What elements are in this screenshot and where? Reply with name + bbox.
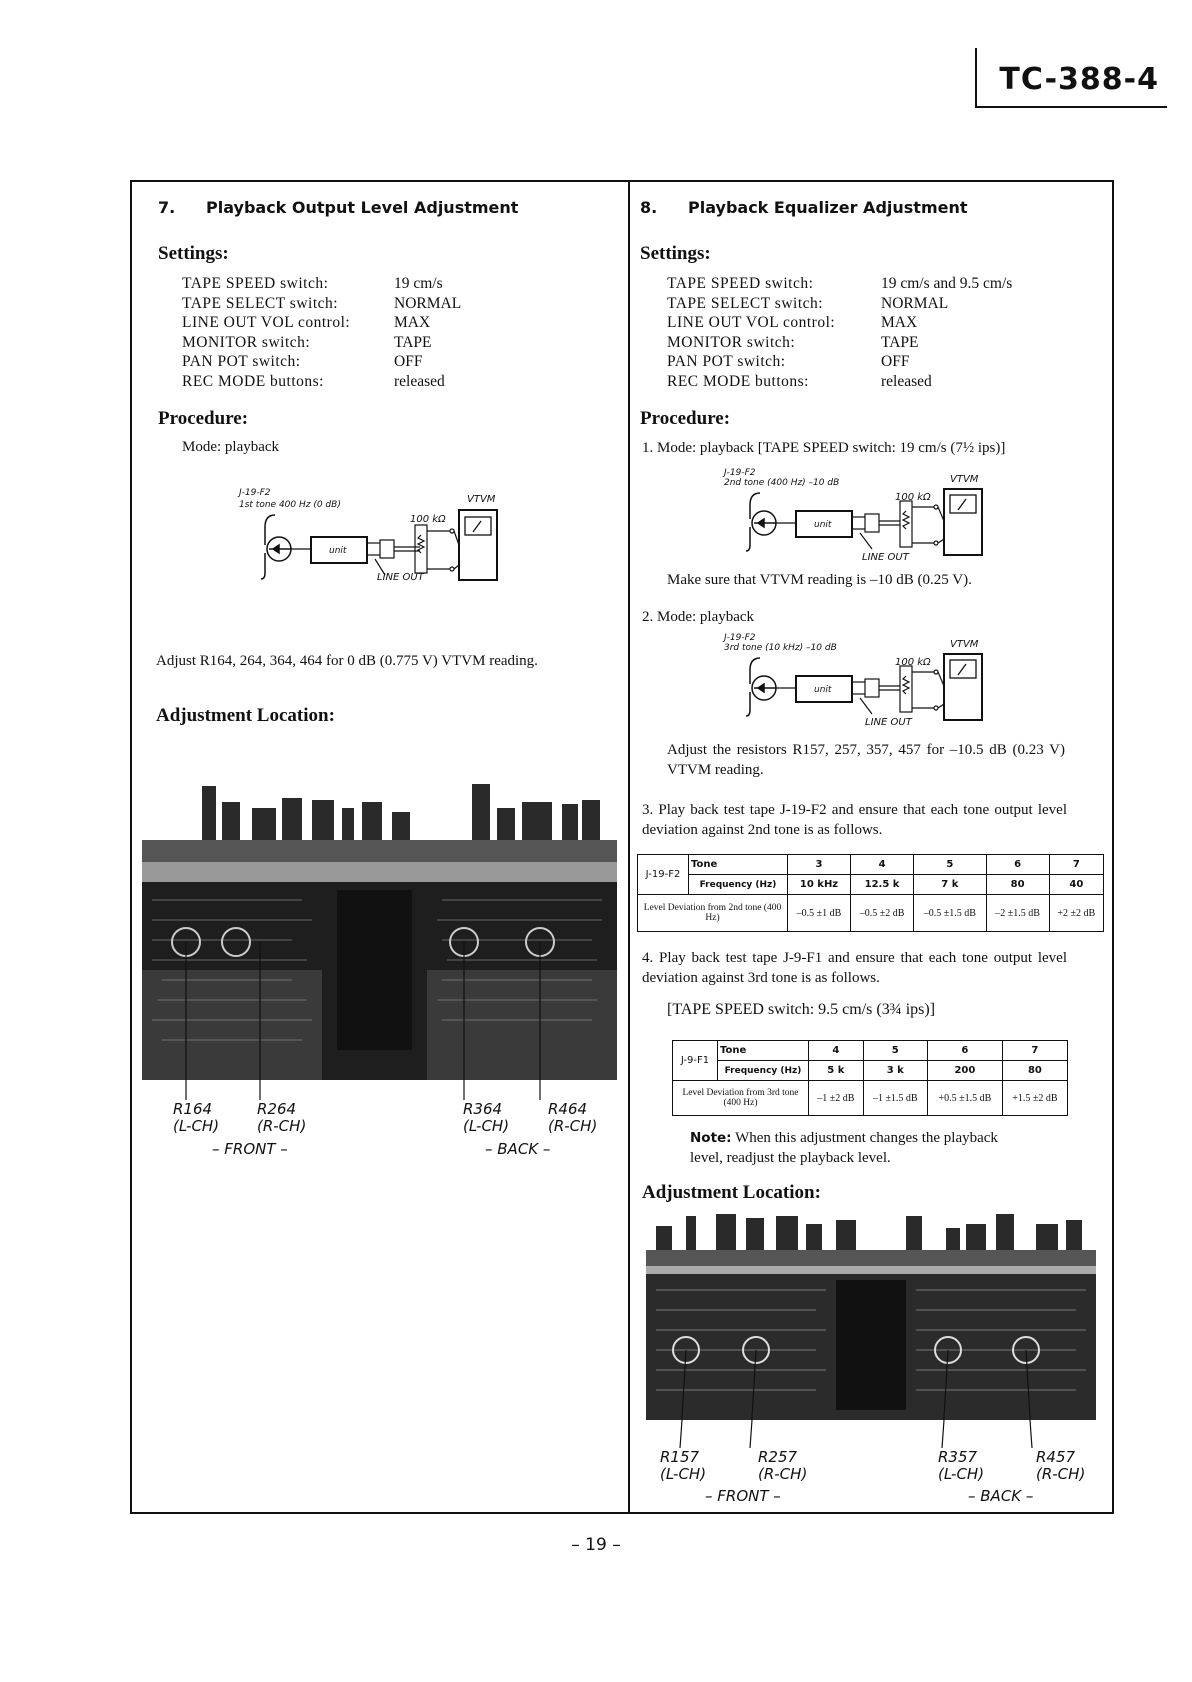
label-r457: R457 (R-CH) xyxy=(1036,1448,1086,1483)
table-cell: 6 xyxy=(986,855,1049,875)
unit-label: unit xyxy=(329,546,347,556)
left-location-heading: Adjustment Location: xyxy=(156,705,335,726)
note-text: When this adjustment changes the playback level, readjust the playback level. xyxy=(690,1130,998,1166)
left-settings-heading: Settings: xyxy=(158,243,229,264)
column-divider xyxy=(628,180,630,1514)
diagram-line-out-label: LINE OUT xyxy=(377,572,424,583)
table-cell: 7 xyxy=(1002,1041,1067,1061)
diagram-tape-tone: 3rd tone (10 kHz) –10 dB xyxy=(724,643,837,653)
diagram-resistor-label: 100 kΩ xyxy=(895,657,931,668)
table-tape-cell: J-19-F2 xyxy=(638,855,689,895)
table-cell: 4 xyxy=(851,855,914,875)
table-cell: –0.5 ±1 dB xyxy=(788,895,851,932)
label-r164: R164 (L-CH) xyxy=(173,1100,220,1135)
table-tape-cell: J-9-F1 xyxy=(673,1041,718,1081)
setting-row: REC MODE buttons: released xyxy=(182,372,445,390)
setting-row: LINE OUT VOL control: MAX xyxy=(182,314,431,331)
diagram-meter-label: VTVM xyxy=(950,474,979,485)
table-cell: 5 xyxy=(914,855,987,875)
table-cell: –0.5 ±1.5 dB xyxy=(914,895,987,932)
step-1-note: Make sure that VTVM reading is –10 dB (0.25 V). xyxy=(667,572,972,588)
table-cell: 200 xyxy=(927,1061,1002,1081)
right-test-diagram-2 xyxy=(700,630,1000,735)
setting-row: TAPE SELECT switch: NORMAL xyxy=(182,294,462,312)
right-location-heading: Adjustment Location: xyxy=(642,1182,821,1203)
table-header-cell: Tone xyxy=(689,855,788,875)
tape-symbol xyxy=(261,515,291,579)
diagram-tape-tone: 1st tone 400 Hz (0 dB) xyxy=(239,500,341,510)
tape-symbol xyxy=(746,493,776,551)
line-out-wiring xyxy=(776,666,938,714)
right-procedure-heading: Procedure: xyxy=(640,408,731,429)
table-cell: 3 k xyxy=(863,1061,927,1081)
note xyxy=(690,1128,1030,1168)
table-cell: –1 ±2 dB xyxy=(809,1081,864,1116)
left-test-diagram xyxy=(235,485,535,590)
setting-row: PAN POT switch: OFF xyxy=(182,353,423,370)
table-cell: 4 xyxy=(809,1041,864,1061)
table-header-cell: Frequency (Hz) xyxy=(718,1061,809,1081)
table-cell: +2 ±2 dB xyxy=(1049,895,1103,932)
table-cell: 3 xyxy=(788,855,851,875)
label-front: – FRONT – xyxy=(212,1140,288,1158)
setting-row: MONITOR switch: TAPE xyxy=(182,333,432,351)
diagram-tape-name: J-19-F2 xyxy=(239,488,271,498)
step-4: 4. Play back test tape J-9-F1 and ensure that each tone output level deviation against 3rd tone is as follows. xyxy=(642,950,1067,986)
diagram-meter-label: VTVM xyxy=(467,494,496,505)
label-front-right: – FRONT – xyxy=(705,1487,781,1505)
left-procedure-heading: Procedure: xyxy=(158,408,249,429)
right-test-diagram-1 xyxy=(700,465,1000,570)
table-cell: 5 k xyxy=(809,1061,864,1081)
left-mode: Mode: playback xyxy=(182,439,280,455)
diagram-tape-name: J-19-F2 xyxy=(724,633,756,643)
line-out-wiring xyxy=(291,525,454,575)
label-r464: R464 (R-CH) xyxy=(548,1100,598,1135)
table-header-cell: Level Deviation from 2nd tone (400 Hz) xyxy=(638,895,788,932)
label-r257: R257 (R-CH) xyxy=(758,1448,808,1483)
label-r264: R264 (R-CH) xyxy=(257,1100,307,1135)
setting-row: TAPE SPEED switch: 19 cm/s and 9.5 cm/s xyxy=(667,275,1013,292)
section-7-title: 7. Playback Output Level Adjustment xyxy=(158,198,519,217)
diagram-resistor-label: 100 kΩ xyxy=(895,492,931,503)
table-cell: 80 xyxy=(1002,1061,1067,1081)
deviation-table-2 xyxy=(672,1040,1068,1116)
diagram-line-out-label: LINE OUT xyxy=(862,552,909,563)
header-box xyxy=(975,48,1167,108)
setting-row: LINE OUT VOL control: MAX xyxy=(667,314,918,331)
deviation-table-1 xyxy=(637,854,1104,932)
table-cell: 40 xyxy=(1049,875,1103,895)
diagram-line-out-label: LINE OUT xyxy=(865,717,912,728)
label-r364: R364 (L-CH) xyxy=(463,1100,510,1135)
step-3: 3. Play back test tape J-19-F2 and ensure that each tone output level deviation against 2nd tone is as follows. xyxy=(642,802,1067,838)
line-out-wiring xyxy=(776,501,938,549)
label-r357: R357 (L-CH) xyxy=(938,1448,985,1483)
step-2: 2. Mode: playback xyxy=(642,609,755,625)
table-cell: 12.5 k xyxy=(851,875,914,895)
table-header-cell: Level Deviation from 3rd tone (400 Hz) xyxy=(673,1081,809,1116)
table-cell: 6 xyxy=(927,1041,1002,1061)
page-number: – 19 – xyxy=(571,1535,621,1555)
right-settings-heading: Settings: xyxy=(640,243,711,264)
unit-label: unit xyxy=(814,685,832,695)
table-cell: –0.5 ±2 dB xyxy=(851,895,914,932)
table-cell: 7 k xyxy=(914,875,987,895)
table-cell: –2 ±1.5 dB xyxy=(986,895,1049,932)
table-cell: +0.5 ±1.5 dB xyxy=(927,1081,1002,1116)
table-cell: 7 xyxy=(1049,855,1103,875)
diagram-tape-tone: 2nd tone (400 Hz) –10 dB xyxy=(724,478,840,488)
left-settings-list xyxy=(182,274,461,391)
left-board-photo xyxy=(142,780,617,1100)
diagram-tape-name: J-19-F2 xyxy=(724,468,756,478)
table-cell: 10 kHz xyxy=(788,875,851,895)
left-instruction: Adjust R164, 264, 364, 464 for 0 dB (0.775 V) VTVM reading. xyxy=(156,653,538,669)
note-label: Note: xyxy=(690,1130,732,1146)
step-2-note: Adjust the resistors R157, 257, 357, 457 for –10.5 dB (0.23 V) VTVM reading. xyxy=(667,742,1065,778)
setting-row: PAN POT switch: OFF xyxy=(667,353,910,370)
table-header-cell: Tone xyxy=(718,1041,809,1061)
label-back-right: – BACK – xyxy=(968,1487,1034,1505)
model-number: TC-388-4 xyxy=(999,62,1159,97)
setting-row: REC MODE buttons: released xyxy=(667,372,932,390)
label-r157: R157 (L-CH) xyxy=(660,1448,707,1483)
setting-row: TAPE SELECT switch: NORMAL xyxy=(667,294,949,312)
table-cell: –1 ±1.5 dB xyxy=(863,1081,927,1116)
unit-label: unit xyxy=(814,520,832,530)
step-4-speed: [TAPE SPEED switch: 9.5 cm/s (3¾ ips)] xyxy=(667,1001,936,1018)
diagram-meter-label: VTVM xyxy=(950,639,979,650)
setting-row: MONITOR switch: TAPE xyxy=(667,333,919,351)
section-8-title: 8. Playback Equalizer Adjustment xyxy=(640,198,968,217)
table-header-cell: Frequency (Hz) xyxy=(689,875,788,895)
table-cell: 5 xyxy=(863,1041,927,1061)
diagram-resistor-label: 100 kΩ xyxy=(410,514,446,525)
table-cell: 80 xyxy=(986,875,1049,895)
table-cell: +1.5 ±2 dB xyxy=(1002,1081,1067,1116)
right-settings-list xyxy=(667,274,1012,391)
tape-symbol xyxy=(746,658,776,716)
label-back: – BACK – xyxy=(485,1140,551,1158)
step-1: 1. Mode: playback [TAPE SPEED switch: 19 cm/s (7½ ips)] xyxy=(642,440,1006,456)
right-board-photo xyxy=(646,1210,1096,1450)
setting-row: TAPE SPEED switch: 19 cm/s xyxy=(182,275,443,292)
